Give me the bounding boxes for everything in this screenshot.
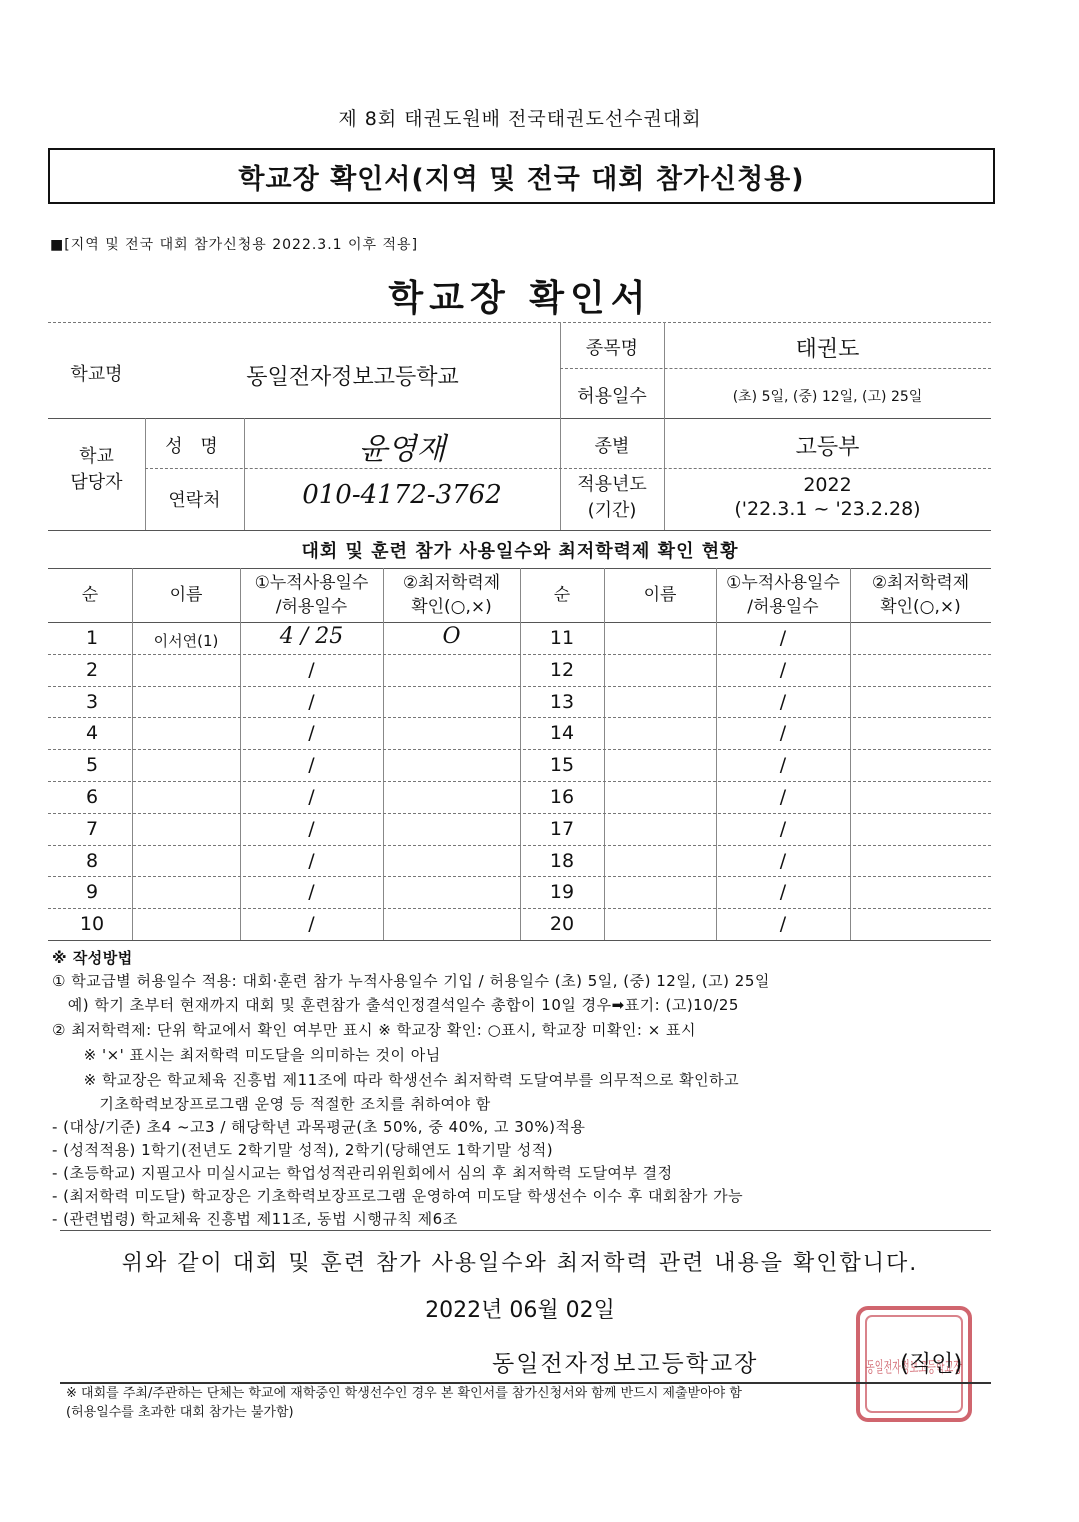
cell-no: 12 bbox=[549, 658, 575, 681]
year-value: 2022 bbox=[803, 474, 852, 496]
principal-name: 동일전자정보고등학교장 bbox=[492, 1351, 759, 1377]
header-days-left: ①누적사용일수 /허용일수 bbox=[254, 573, 369, 617]
cell-no: 16 bbox=[549, 786, 575, 808]
applicability-notice: ■[지역 및 전국 대회 참가신청용 2022.3.1 이후 적용] bbox=[50, 237, 419, 253]
cell-no: 8 bbox=[85, 849, 99, 872]
instruction-line: - (초등학교) 지필고사 미실시교는 학업성적관리위원회에서 심의 후 최저학력 도달여부 결정 bbox=[52, 1164, 673, 1182]
allowed-days-value: (초) 5일, (중) 12일, (고) 25일 bbox=[732, 389, 923, 405]
sport-label: 종목명 bbox=[585, 338, 639, 359]
cell-days: / bbox=[308, 690, 315, 713]
cell-no: 15 bbox=[549, 754, 575, 777]
table-row bbox=[50, 717, 991, 749]
cell-no: 9 bbox=[85, 881, 99, 904]
year-label: 적용년도 (기간) bbox=[577, 474, 647, 521]
cell-days: / bbox=[779, 786, 787, 808]
cell-days: / bbox=[779, 722, 787, 745]
sport-value: 태권도 bbox=[795, 337, 860, 362]
cell-days: / bbox=[308, 786, 315, 808]
cell-days: / bbox=[308, 849, 315, 872]
instruction-line: - (관련법령) 학교체육 진흥법 제11조, 동법 시행규칙 제6조 bbox=[52, 1210, 458, 1228]
table-row bbox=[50, 845, 991, 877]
table-row bbox=[50, 876, 991, 908]
cell-days: 4 / 25 bbox=[279, 624, 344, 649]
cell-days: / bbox=[308, 658, 315, 681]
cell-days: / bbox=[779, 913, 787, 936]
cell-no: 5 bbox=[85, 754, 99, 777]
page-title: 학교장 확인서 bbox=[388, 278, 652, 319]
cell-days: / bbox=[308, 817, 315, 840]
cell-no: 6 bbox=[85, 786, 99, 808]
cell-no: 20 bbox=[549, 913, 575, 936]
cell-days: / bbox=[779, 754, 787, 777]
cell-name: 이서연(1) bbox=[153, 632, 219, 650]
table-row bbox=[50, 813, 991, 845]
manager-name-signature: 윤영재 bbox=[358, 432, 446, 467]
school-label: 학교명 bbox=[70, 364, 123, 385]
division-value: 고등부 bbox=[795, 435, 860, 460]
seal-label: (직인) bbox=[900, 1351, 963, 1377]
document-title-box: 학교장 확인서(지역 및 전국 대회 참가신청용) bbox=[48, 148, 995, 204]
cell-days: / bbox=[308, 754, 315, 777]
header-name-right: 이름 bbox=[643, 585, 677, 605]
table-row bbox=[50, 654, 991, 686]
cell-no: 3 bbox=[85, 690, 99, 713]
period-value: ('22.3.1 ~ '23.2.28) bbox=[734, 498, 921, 520]
table-row bbox=[50, 781, 991, 813]
instruction-line: ② 최저학력제: 단위 학교에서 확인 여부만 표시 ※ 학교장 확인: ○표시, 학교장 미확인: × 표시 bbox=[52, 1021, 697, 1039]
school-value: 동일전자정보고등학교 bbox=[246, 365, 459, 390]
cell-no: 7 bbox=[85, 817, 99, 840]
cell-no: 4 bbox=[85, 722, 99, 745]
cell-no: 17 bbox=[549, 817, 575, 840]
division-label: 종별 bbox=[594, 436, 630, 457]
cell-no: 19 bbox=[549, 881, 575, 904]
table-row bbox=[50, 908, 991, 940]
instruction-line: ※ 작성방법 bbox=[52, 949, 133, 967]
footer-line-2: (허용일수를 초과한 대회 참가는 불가함) bbox=[66, 1405, 294, 1420]
cell-no: 13 bbox=[549, 690, 575, 713]
cell-days: / bbox=[308, 722, 315, 745]
confirmation-statement: 위와 같이 대회 및 훈련 참가 사용일수와 최저학력 관련 내용을 확인합니다. bbox=[121, 1251, 919, 1276]
table-row bbox=[50, 749, 991, 781]
instruction-line: - (성적적용) 1학기(전년도 2학기말 성적), 2학기(당해연도 1학기말 성적) bbox=[52, 1141, 554, 1159]
event-title: 제 8회 태권도원배 전국태권도선수권대회 bbox=[338, 108, 702, 130]
table-row bbox=[50, 622, 991, 654]
cell-days: / bbox=[779, 627, 787, 649]
allowed-days-label: 허용일수 bbox=[577, 386, 647, 407]
instruction-line: - (대상/기준) 초4 ~고3 / 해당학년 과목평균(초 50%, 중 40%, 고 30%)적용 bbox=[52, 1118, 586, 1136]
contact-value: 010-4172-3762 bbox=[302, 480, 502, 510]
manager-label: 학교 담당자 bbox=[70, 446, 123, 493]
header-check-left: ②최저학력제 확인(○,×) bbox=[402, 573, 501, 617]
cell-check: O bbox=[442, 624, 461, 649]
instruction-line: ① 학교급별 허용일수 적용: 대회·훈련 참가 누적사용일수 기입 / 허용일수 (초) 5일, (중) 12일, (고) 25일 bbox=[52, 972, 770, 990]
cell-days: / bbox=[779, 658, 787, 681]
header-name-left: 이름 bbox=[169, 585, 203, 605]
cell-days: / bbox=[779, 881, 787, 904]
cell-no: 10 bbox=[79, 913, 105, 936]
instruction-line: 예) 학기 초부터 현재까지 대회 및 훈련참가 출석인정결석일수 총합이 10일 경우➡표기: (고)10/25 bbox=[52, 996, 739, 1014]
cell-days: / bbox=[308, 881, 315, 904]
cell-no: 14 bbox=[549, 722, 575, 745]
cell-no: 18 bbox=[549, 849, 575, 872]
table-row bbox=[50, 686, 991, 718]
cell-no: 11 bbox=[549, 627, 575, 649]
header-no-right: 순 bbox=[553, 585, 571, 605]
seal-text: 동일전자정보고등학교장 bbox=[866, 1358, 963, 1376]
footer-line-1: ※ 대회를 주최/주관하는 단체는 학교에 재학중인 학생선수인 경우 본 확인서를 참가신청서와 함께 반드시 제출받아야 함 bbox=[66, 1386, 742, 1401]
name-label: 성 명 bbox=[165, 436, 224, 457]
cell-no: 1 bbox=[85, 627, 99, 649]
instruction-line: ※ 학교장은 학교체육 진흥법 제11조에 따라 학생선수 최저학력 도달여부를 의무적으로 확인하고 bbox=[52, 1071, 740, 1089]
header-no-left: 순 bbox=[81, 585, 99, 605]
contact-label: 연락처 bbox=[168, 490, 221, 511]
issue-date: 2022년 06월 02일 bbox=[425, 1298, 615, 1323]
instruction-line: 기초학력보장프로그램 운영 등 적절한 조치를 취하여야 함 bbox=[52, 1095, 491, 1113]
header-days-right: ①누적사용일수 /허용일수 bbox=[726, 573, 840, 617]
cell-days: / bbox=[779, 849, 787, 872]
footer-note bbox=[66, 1384, 742, 1422]
instruction-line: - (최저학력 미도달) 학교장은 기초학력보장프로그램 운영하여 미도달 학생선수 이수 후 대회참가 가능 bbox=[52, 1187, 744, 1205]
cell-days: / bbox=[779, 817, 787, 840]
header-check-right: ②최저학력제 확인(○,×) bbox=[871, 573, 970, 617]
cell-no: 2 bbox=[85, 658, 99, 681]
instruction-line: ※ '×' 표시는 최저학력 미도달을 의미하는 것이 아님 bbox=[52, 1046, 441, 1064]
cell-days: / bbox=[308, 913, 315, 936]
cell-days: / bbox=[779, 690, 787, 713]
table-caption: 대회 및 훈련 참가 사용일수와 최저학력제 확인 현황 bbox=[301, 541, 739, 562]
